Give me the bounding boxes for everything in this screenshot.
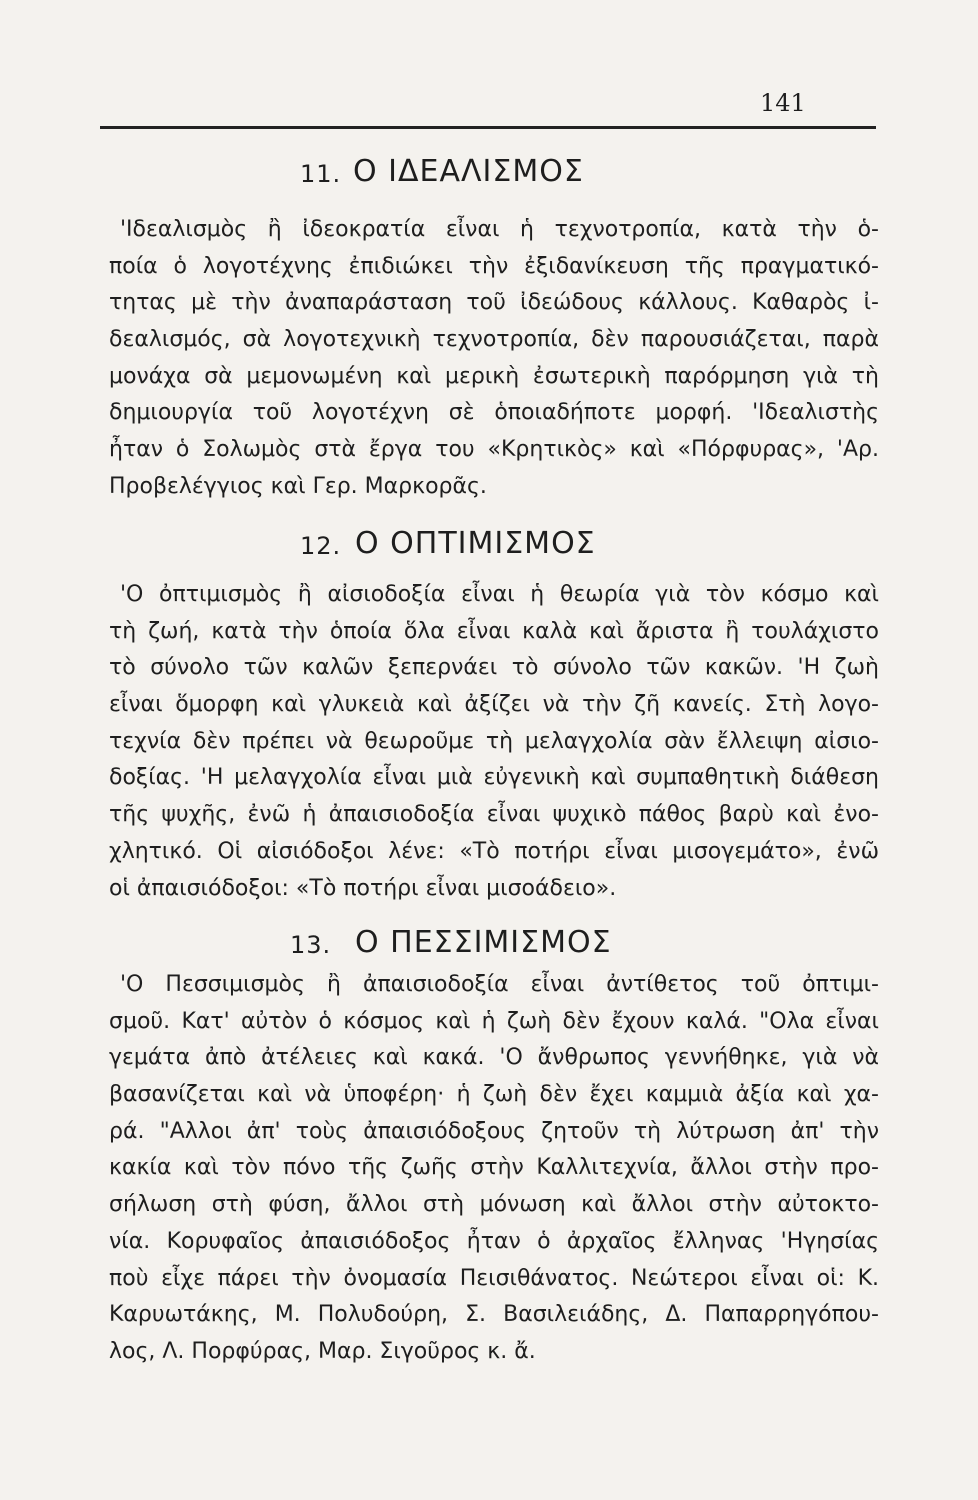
section-title: Ο ΠΕΣΣΙΜΙΣΜΟΣ (355, 925, 612, 960)
text-line: βασανίζεται καὶ νὰ ὑποφέρη· ἡ ζωὴ δὲν ἔχει καμμιὰ ἀξία καὶ χα- (109, 1082, 879, 1108)
text-line: τῆς ψυχῆς, ἐνῶ ἡ ἀπαισιοδοξία εἶναι ψυχικὸ πάθος βαρὺ καὶ ἐνο- (109, 802, 879, 828)
section-title: Ο ΙΔΕΑΛΙΣΜΟΣ (353, 154, 584, 189)
text-line: χλητικό. Οἱ αἰσιόδοξοι λένε: «Τὸ ποτήρι εἶναι μισογεμάτο», ἐνῶ (109, 838, 879, 864)
text-line: ἦταν ὁ Σολωμὸς στὰ ἔργα του «Κρητικὸς» καὶ «Πόρφυρας», 'Αρ. (109, 437, 879, 463)
text-line: τητας μὲ τὴν ἀναπαράσταση τοῦ ἰδεώδους κάλλους. Καθαρὸς ἰ- (109, 290, 879, 316)
text-line: ρά. "Αλλοι ἀπ' τοὺς ἀπαισιόδοξους ζητοῦν τὴ λύτρωση ἀπ' τὴν (109, 1118, 879, 1144)
header-rule (100, 126, 876, 129)
text-line: τὸ σύνολο τῶν καλῶν ξεπερνάει τὸ σύνολο τῶν κακῶν. 'Η ζωὴ (109, 655, 879, 681)
text-line: ποία ὁ λογοτέχνης ἐπιδιώκει τὴν ἐξιδανίκευση τῆς πραγματικό- (109, 253, 879, 279)
section-title: Ο ΟΠΤΙΜΙΣΜΟΣ (355, 526, 596, 561)
text-line: 'Ιδεαλισμὸς ἢ ἰδεοκρατία εἶναι ἡ τεχνοτροπία, κατὰ τὴν ὁ- (109, 217, 879, 242)
section-body-idealism (109, 212, 879, 506)
text-line: λος, Λ. Πορφύρας, Μαρ. Σιγοῦρος κ. ἄ. (109, 1338, 536, 1364)
section-number: 12. (300, 532, 342, 560)
text-line: Καρυωτάκης, Μ. Πολυδούρη, Σ. Βασιλειάδης, Δ. Παπαρρηγόπου- (109, 1302, 879, 1328)
text-line: δοξίας. 'Η μελαγχολία εἶναι μιὰ εὐγενικὴ καὶ συμπαθητικὴ διάθεση (109, 765, 879, 791)
text-line: μονάχα σὰ μεμονωμένη καὶ μερικὴ ἐσωτερικὴ παρόρμηση γιὰ τὴ (109, 363, 879, 389)
text-line: τὴ ζωή, κατὰ τὴν ὁποία ὅλα εἶναι καλὰ καὶ ἄριστα ἢ τουλάχιστο (109, 618, 879, 644)
page-number: 141 (760, 89, 806, 117)
text-line: δεαλισμός, σὰ λογοτεχνικὴ τεχνοτροπία, δὲν παρουσιάζεται, παρὰ (109, 327, 879, 353)
text-line: τεχνία δὲν πρέπει νὰ θεωροῦμε τὴ μελαγχολία σὰν ἔλλειψη αἰσιο- (109, 728, 879, 754)
text-line: 'Ο ὀπτιμισμὸς ἢ αἰσιοδοξία εἶναι ἡ θεωρία γιὰ τὸν κόσμο καὶ (109, 582, 879, 607)
text-line: σμοῦ. Κατ' αὐτὸν ὁ κόσμος καὶ ἡ ζωὴ δὲν ἔχουν καλά. "Ολα εἶναι (109, 1008, 879, 1034)
section-number: 13. (290, 931, 332, 959)
section-body-optimism (109, 577, 879, 907)
section-body-pessimism (109, 967, 879, 1371)
text-line: σήλωση στὴ φύση, ἄλλοι στὴ μόνωση καὶ ἄλλοι στὴν αὐτοκτο- (109, 1192, 879, 1218)
text-line: Προβελέγγιος καὶ Γερ. Μαρκορᾶς. (109, 473, 487, 499)
text-line: εἶναι ὅμορφη καὶ γλυκειὰ καὶ ἀξίζει νὰ τὴν ζῆ κανείς. Στὴ λογο- (109, 692, 879, 718)
text-line: γεμάτα ἀπὸ ἀτέλειες καὶ κακά. 'Ο ἄνθρωπος γεννήθηκε, γιὰ νὰ (109, 1045, 879, 1071)
text-line: κακία καὶ τὸν πόνο τῆς ζωῆς στὴν Καλλιτεχνία, ἄλλοι στὴν προ- (109, 1155, 879, 1181)
text-line: 'Ο Πεσσιμισμὸς ἢ ἀπαισιοδοξία εἶναι ἀντίθετος τοῦ ὀπτιμι- (109, 972, 879, 997)
text-line: οἱ ἀπαισιόδοξοι: «Τὸ ποτήρι εἶναι μισοάδειο». (109, 875, 617, 901)
section-number: 11. (300, 160, 342, 188)
text-line: ποὺ εἶχε πάρει τὴν ὀνομασία Πεισιθάνατος. Νεώτεροι εἶναι οἱ: Κ. (109, 1265, 879, 1291)
text-line: δημιουργία τοῦ λογοτέχνη σὲ ὁποιαδήποτε μορφή. 'Ιδεαλιστὴς (109, 400, 879, 426)
text-line: νία. Κορυφαῖος ἀπαισιόδοξος ἦταν ὁ ἀρχαῖος ἔλληνας 'Ηγησίας (109, 1228, 879, 1254)
